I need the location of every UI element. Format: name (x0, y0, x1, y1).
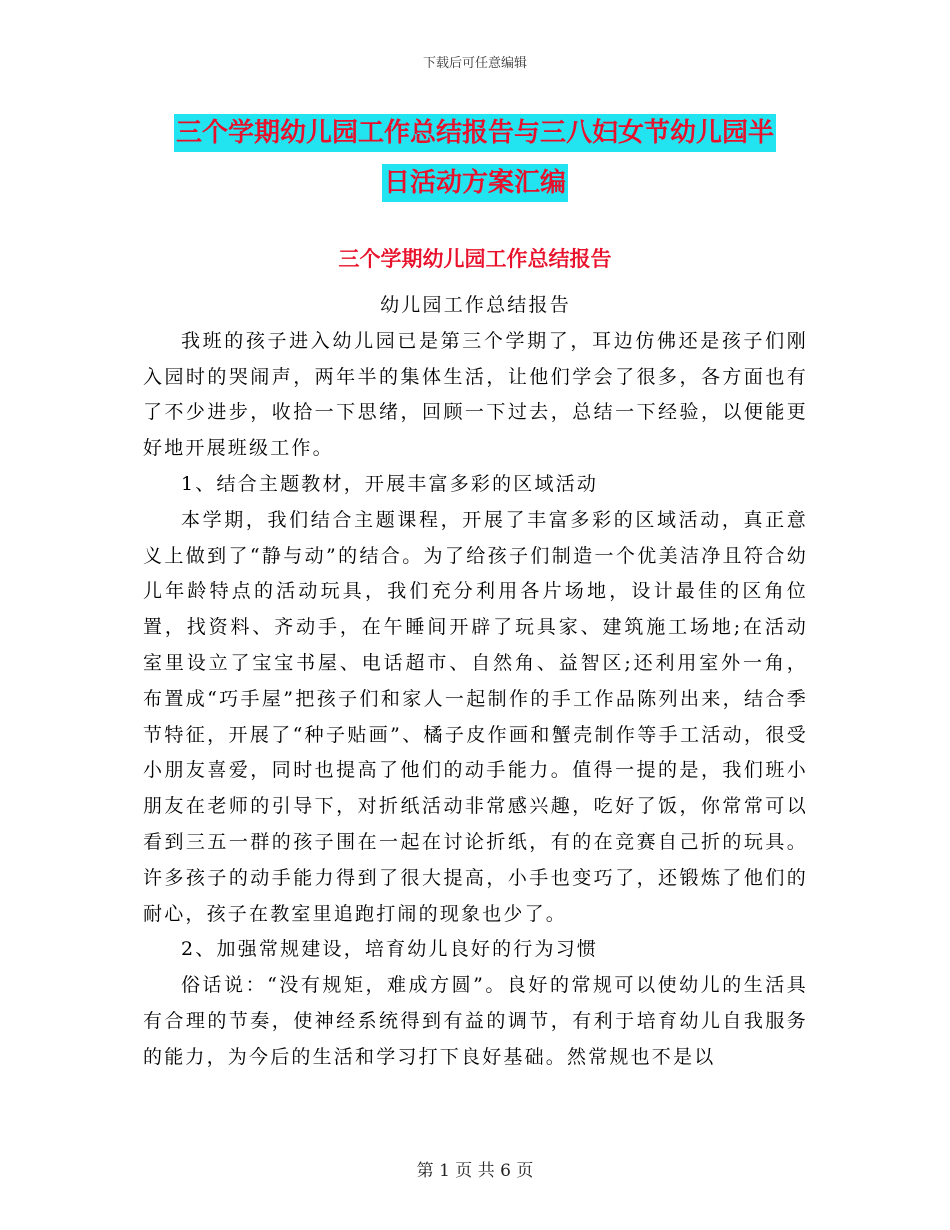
document-title-line-2: 日活动方案汇编 (382, 164, 568, 202)
section-title: 三个学期幼儿园工作总结报告 (338, 247, 612, 271)
paragraph: 俗话说：“没有规矩，难成方圆”。良好的常规可以使幼儿的生活具有合理的节奏，使神经系统得到有益的调节，有利于培育幼儿自我服务的能力，为今后的生活和学习打下良好基础。然常规也不是以 (143, 974, 808, 1068)
subtitle: 幼儿园工作总结报告 (380, 294, 571, 316)
paragraph-heading: 1、结合主题教材，开展丰富多彩的区域活动 (181, 472, 599, 495)
paragraph: 我班的孩子进入幼儿园已是第三个学期了，耳边仿佛还是孩子们刚入园时的哭闹声，两年半的集体生活，让他们学会了很多，各方面也有了不少进步，收拾一下思绪，回顾一下过去，总结一下经验，以便能更好地开展班级工作。 (143, 329, 808, 460)
paragraph-heading: 2、加强常规建设，培育幼儿良好的行为习惯 (181, 938, 599, 961)
page-number: 第 1 页 共 6 页 (416, 1161, 534, 1181)
body-text (143, 288, 808, 1076)
header-note: 下载后可任意编辑 (422, 56, 527, 71)
paragraph: 本学期，我们结合主题课程，开展了丰富多彩的区域活动，真正意义上做到了“静与动”的结合。为了给孩子们制造一个优美洁净且符合幼儿年龄特点的活动玩具，我们充分利用各片场地，设计最佳的区角位置，找资料、齐动手，在午睡间开辟了玩具家、建筑施工场地;在活动室里设立了宝宝书屋、电话超市、自然角、益智区;还利用室外一角，布置成“巧手屋”把孩子们和家人一起制作的手工作品陈列出来，结合季节特征，开展了“种子贴画”、橘子皮作画和蟹壳制作等手工活动，很受小朋友喜爱，同时也提高了他们的动手能力。值得一提的是，我们班小朋友在老师的引导下，对折纸活动非常感兴趣，吃好了饭，你常常可以看到三五一群的孩子围在一起在讨论折纸，有的在竞赛自己折的玩具。许多孩子的动手能力得到了很大提高，小手也变巧了，还锻炼了他们的耐心，孩子在教室里追跑打闹的现象也少了。 (143, 508, 808, 925)
document-title-line-1: 三个学期幼儿园工作总结报告与三八妇女节幼儿园半 (174, 114, 776, 152)
document-title (140, 108, 810, 208)
